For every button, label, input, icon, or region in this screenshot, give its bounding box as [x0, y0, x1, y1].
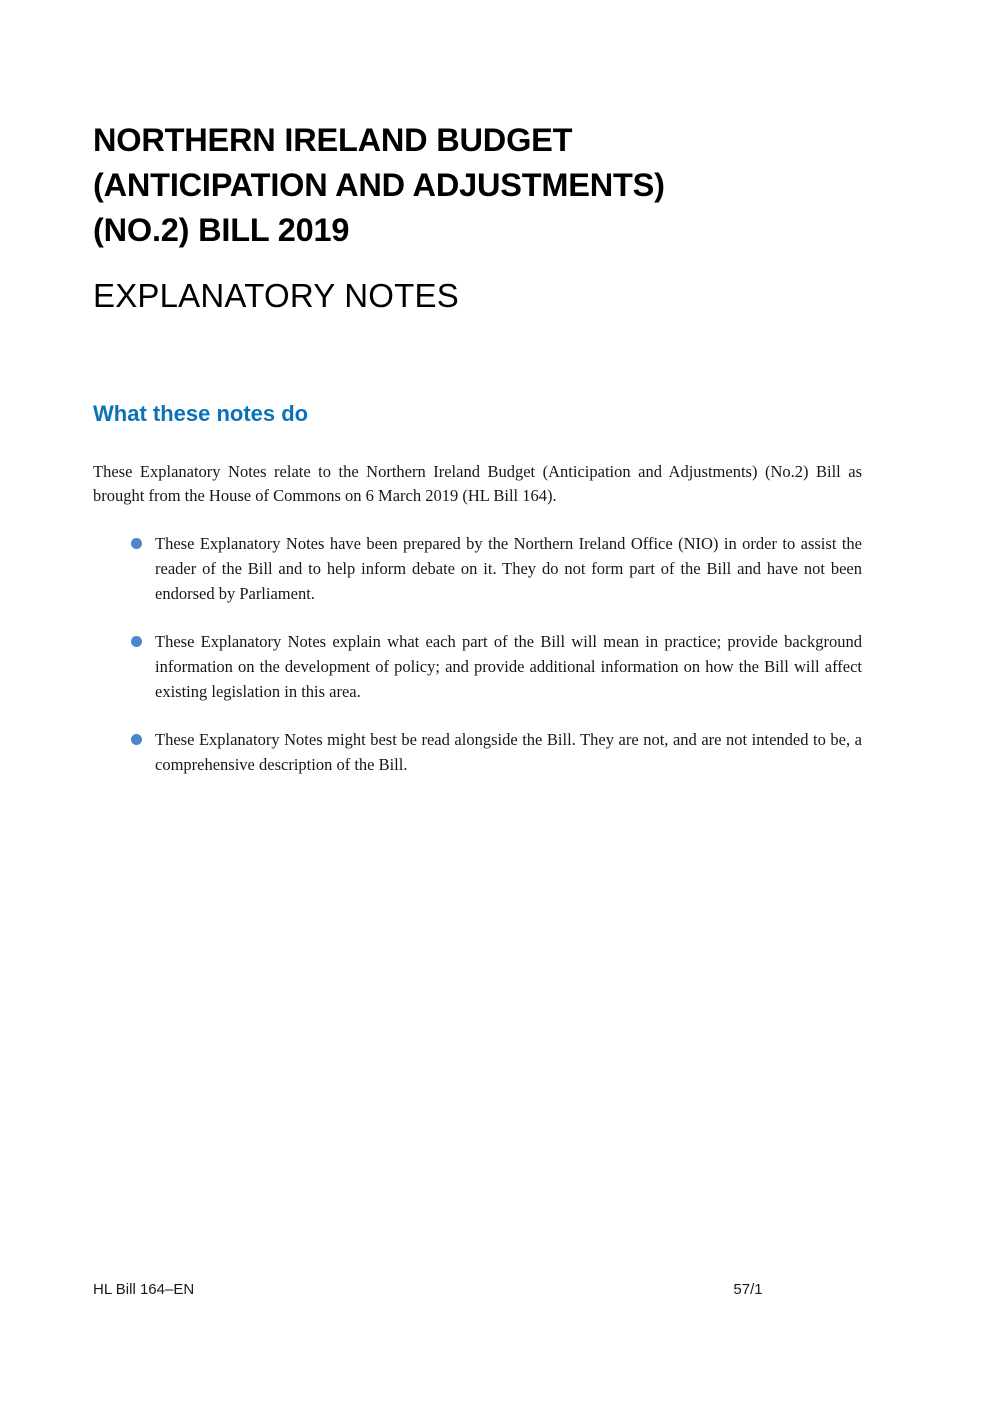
footer-bill-reference: HL Bill 164–EN — [93, 1281, 195, 1298]
list-item-text: These Explanatory Notes have been prepared by the Northern Ireland Office (NIO) in order to assist the reader of the Bill and to help inform debate on it. They do not form part of the Bill and have not been endorsed by Parliament. — [155, 534, 862, 603]
footer-page-number: 57/1 — [733, 1281, 763, 1298]
bullet-dot-icon — [131, 636, 142, 647]
section-heading-what-these-notes-do: What these notes do — [93, 401, 309, 426]
list-item — [93, 629, 862, 704]
bullet-dot-icon — [131, 734, 142, 745]
body-content — [93, 460, 862, 777]
list-item — [93, 531, 862, 606]
bullet-dot-icon — [131, 538, 142, 549]
document-subtitle: EXPLANATORY NOTES — [93, 277, 459, 314]
title-block — [93, 118, 873, 317]
document-title-line-1: NORTHERN IRELAND BUDGET — [93, 122, 573, 158]
notes-bullet-list — [93, 507, 862, 777]
page-footer — [93, 1278, 862, 1302]
document-title-line-3: (NO.2) BILL 2019 — [93, 212, 350, 248]
list-item-text: These Explanatory Notes might best be read alongside the Bill. They are not, and are not intended to be, a comprehensive description of the Bill. — [155, 730, 862, 774]
document-title-line-2: (ANTICIPATION AND ADJUSTMENTS) — [93, 167, 665, 203]
list-item-text: These Explanatory Notes explain what each part of the Bill will mean in practice; provide background information on the development of policy; and provide additional information on how the Bill will affect existing legislation in this area. — [155, 632, 862, 701]
intro-paragraph: These Explanatory Notes relate to the Northern Ireland Budget (Anticipation and Adjustments) (No.2) Bill as brought from the House of Commons on 6 March 2019 (HL Bill 164). — [93, 462, 862, 505]
list-item — [93, 727, 862, 777]
